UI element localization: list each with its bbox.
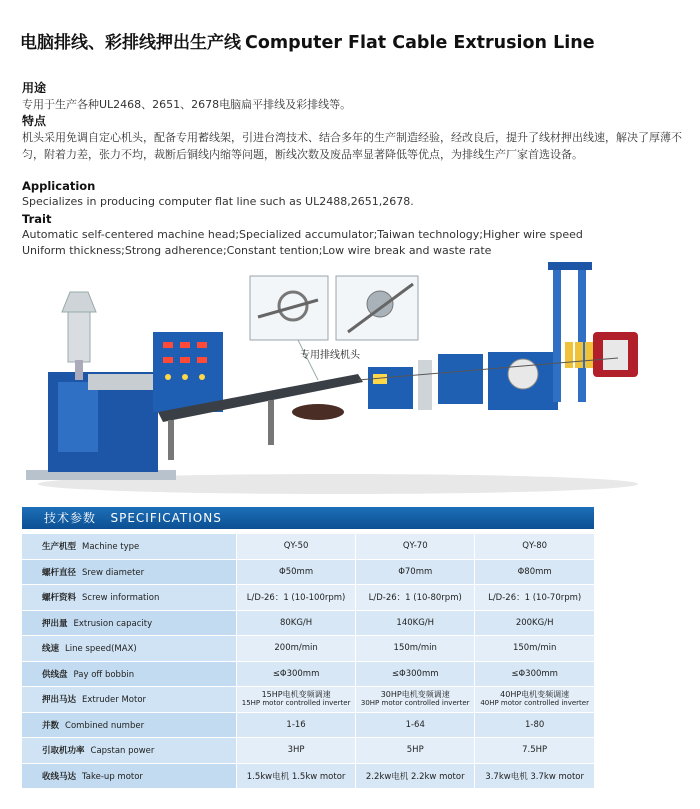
spec-row-label [22, 559, 237, 585]
spec-label-en: Screw information [82, 593, 160, 604]
spec-label-zh: 收线马达 [42, 771, 77, 782]
spec-row [22, 738, 594, 764]
spec-row [22, 559, 594, 585]
spec-row-label [22, 687, 237, 713]
spec-value-zh: 30HP电机变频调速 [380, 690, 450, 700]
application-section [22, 178, 682, 259]
spec-value: 140KG/H [356, 610, 475, 636]
spec-value: 1.5kw电机 1.5kw motor [237, 763, 356, 789]
spec-label-zh: 押出量 [42, 618, 68, 629]
spec-value: QY-80 [475, 534, 594, 559]
spec-value-zh: 15HP电机变频调速 [261, 690, 331, 700]
spec-value: 1-64 [356, 712, 475, 738]
spec-row [22, 712, 594, 738]
spec-value: 1-80 [475, 712, 594, 738]
spec-label-zh: 并数 [42, 720, 60, 731]
spec-value: Φ50mm [237, 559, 356, 585]
specifications-heading [22, 507, 594, 529]
spec-value: 3.7kw电机 3.7kw motor [475, 763, 594, 789]
spec-heading-en: SPECIFICATIONS [110, 511, 222, 525]
usage-text: 专用于生产各种UL2468、2651、2678电脑扁平排线及彩排线等。 [22, 98, 352, 111]
spec-value: QY-70 [356, 534, 475, 559]
spec-row-label [22, 636, 237, 662]
spec-value [237, 687, 356, 713]
spec-value-en: 15HP motor controlled inverter [241, 699, 351, 708]
spec-row [22, 687, 594, 713]
spec-value [356, 687, 475, 713]
spec-label-zh: 生产机型 [42, 542, 77, 553]
spec-value-en: 40HP motor controlled inverter [480, 699, 589, 708]
spec-value: L/D-26：1 (10-80rpm) [356, 585, 475, 611]
spec-heading-zh: 技术参数 [44, 511, 97, 525]
trait-line-1: Automatic self-centered machine head;Specialized accumulator;Taiwan technology;Higher wire speed [22, 228, 583, 241]
spec-label-en: Combined number [65, 720, 145, 731]
spec-value: L/D-26：1 (10-70rpm) [475, 585, 594, 611]
spec-row-label [22, 738, 237, 764]
spec-label-en: Pay off bobbin [73, 669, 135, 680]
spec-value: 2.2kw电机 2.2kw motor [356, 763, 475, 789]
illustration-caption: 专用排线机头 [300, 350, 360, 361]
application-text: Specializes in producing computer flat line such as UL2488,2651,2678. [22, 195, 414, 208]
spec-value [475, 687, 594, 713]
spec-value: ≤Φ300mm [237, 661, 356, 687]
spec-value-en: 30HP motor controlled inverter [360, 699, 470, 708]
spec-row-label [22, 610, 237, 636]
spec-label-en: Extrusion capacity [73, 618, 153, 629]
spec-row [22, 636, 594, 662]
features-section [22, 113, 682, 163]
spec-row [22, 534, 594, 559]
spec-value: 5HP [356, 738, 475, 764]
spec-value: ≤Φ300mm [356, 661, 475, 687]
title-zh: 电脑排线、彩排线押出生产线 [20, 33, 241, 53]
spec-row [22, 585, 594, 611]
spec-row [22, 610, 594, 636]
spec-label-zh: 引取机功率 [42, 746, 85, 757]
spec-value: 200m/min [237, 636, 356, 662]
spec-value: 150m/min [356, 636, 475, 662]
usage-heading: 用途 [22, 81, 47, 95]
spec-row-label [22, 534, 237, 559]
spec-label-en: Srew diameter [82, 567, 145, 578]
spec-label-zh: 螺杆资料 [42, 593, 77, 604]
spec-label-zh: 押出马达 [42, 695, 77, 706]
spec-row-label [22, 661, 237, 687]
features-heading: 特点 [22, 114, 47, 128]
spec-value: 1-16 [237, 712, 356, 738]
spec-label-en: Machine type [82, 542, 140, 553]
spec-label-zh: 螺杆直径 [42, 567, 77, 578]
spec-label-en: Capstan power [90, 746, 155, 757]
spec-row-label [22, 763, 237, 789]
trait-heading: Trait [22, 212, 52, 226]
spec-value: QY-50 [237, 534, 356, 559]
spec-label-zh: 供线盘 [42, 669, 68, 680]
spec-label-en: Take-up motor [82, 771, 143, 782]
extrusion-line-illustration [18, 262, 668, 502]
spec-value-zh: 40HP电机变频调速 [500, 690, 570, 700]
features-text: 机头采用免调自定心机头，配备专用蓄线架，引进台湾技术、结合多年的生产制造经验，经改良后，提升了线材押出线速，解决了厚薄不匀，附着力差，张力不均，裁断后铜线内缩等问题，断线次数及废品率显著降低等优点，为排线生产厂家首选设备。 [22, 131, 682, 161]
spec-value: L/D-26：1 (10-100rpm) [237, 585, 356, 611]
spec-row [22, 661, 594, 687]
title-en: Computer Flat Cable Extrusion Line [245, 33, 595, 53]
spec-value: 3HP [237, 738, 356, 764]
spec-value: Φ70mm [356, 559, 475, 585]
spec-value: 7.5HP [475, 738, 594, 764]
spec-label-en: Extruder Motor [82, 695, 147, 706]
specifications-table [22, 534, 594, 789]
spec-row-label [22, 585, 237, 611]
usage-section [22, 80, 682, 113]
spec-value: 150m/min [475, 636, 594, 662]
spec-value: 200KG/H [475, 610, 594, 636]
spec-value: ≤Φ300mm [475, 661, 594, 687]
spec-label-en: Line speed(MAX) [65, 644, 137, 655]
spec-label-zh: 线速 [42, 644, 60, 655]
spec-row [22, 763, 594, 789]
application-heading: Application [22, 179, 96, 193]
trait-line-2: Uniform thickness;Strong adherence;Constant tention;Low wire break and waste rate [22, 244, 492, 257]
spec-value: 80KG/H [237, 610, 356, 636]
spec-value: Φ80mm [475, 559, 594, 585]
page-title [20, 28, 690, 53]
spec-row-label [22, 712, 237, 738]
